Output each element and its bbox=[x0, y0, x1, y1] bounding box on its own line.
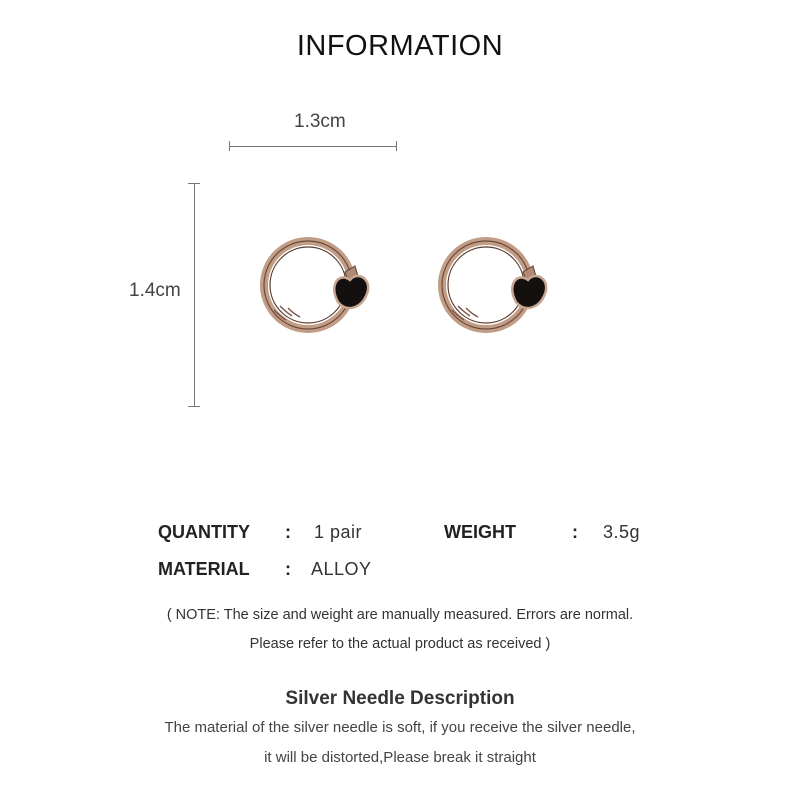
weight-label: WEIGHT bbox=[444, 522, 516, 542]
height-dimension-line bbox=[194, 183, 195, 407]
note-line-2: Please refer to the actual product as received ) bbox=[249, 636, 551, 652]
note-line-1: ( NOTE: The size and weight are manually measured. Errors are normal. bbox=[166, 607, 634, 623]
height-dimension-label: 1.4cm bbox=[129, 280, 181, 301]
height-dimension-tick-top bbox=[188, 183, 200, 184]
width-dimension-tick-left bbox=[229, 141, 230, 151]
width-dimension-line bbox=[229, 146, 397, 147]
weight-separator: : bbox=[572, 522, 578, 542]
height-dimension-tick-bottom bbox=[188, 406, 200, 407]
earring-left bbox=[264, 241, 368, 329]
quantity-value: 1 pair bbox=[314, 522, 363, 542]
page-title: INFORMATION bbox=[296, 30, 504, 62]
earring-right bbox=[442, 241, 546, 329]
material-value: ALLOY bbox=[311, 559, 372, 579]
width-dimension-tick-right bbox=[396, 141, 397, 151]
silver-needle-title: Silver Needle Description bbox=[285, 688, 515, 709]
quantity-separator: : bbox=[285, 522, 291, 542]
silver-needle-line-1: The material of the silver needle is soft, if you receive the silver needle, bbox=[164, 719, 636, 736]
material-separator: : bbox=[285, 559, 291, 579]
silver-needle-line-2: it will be distorted,Please break it straight bbox=[264, 749, 536, 766]
quantity-label: QUANTITY bbox=[158, 522, 250, 542]
material-label: MATERIAL bbox=[158, 559, 250, 579]
width-dimension-label: 1.3cm bbox=[294, 111, 346, 132]
earrings-image bbox=[250, 230, 580, 340]
weight-value: 3.5g bbox=[603, 522, 641, 542]
